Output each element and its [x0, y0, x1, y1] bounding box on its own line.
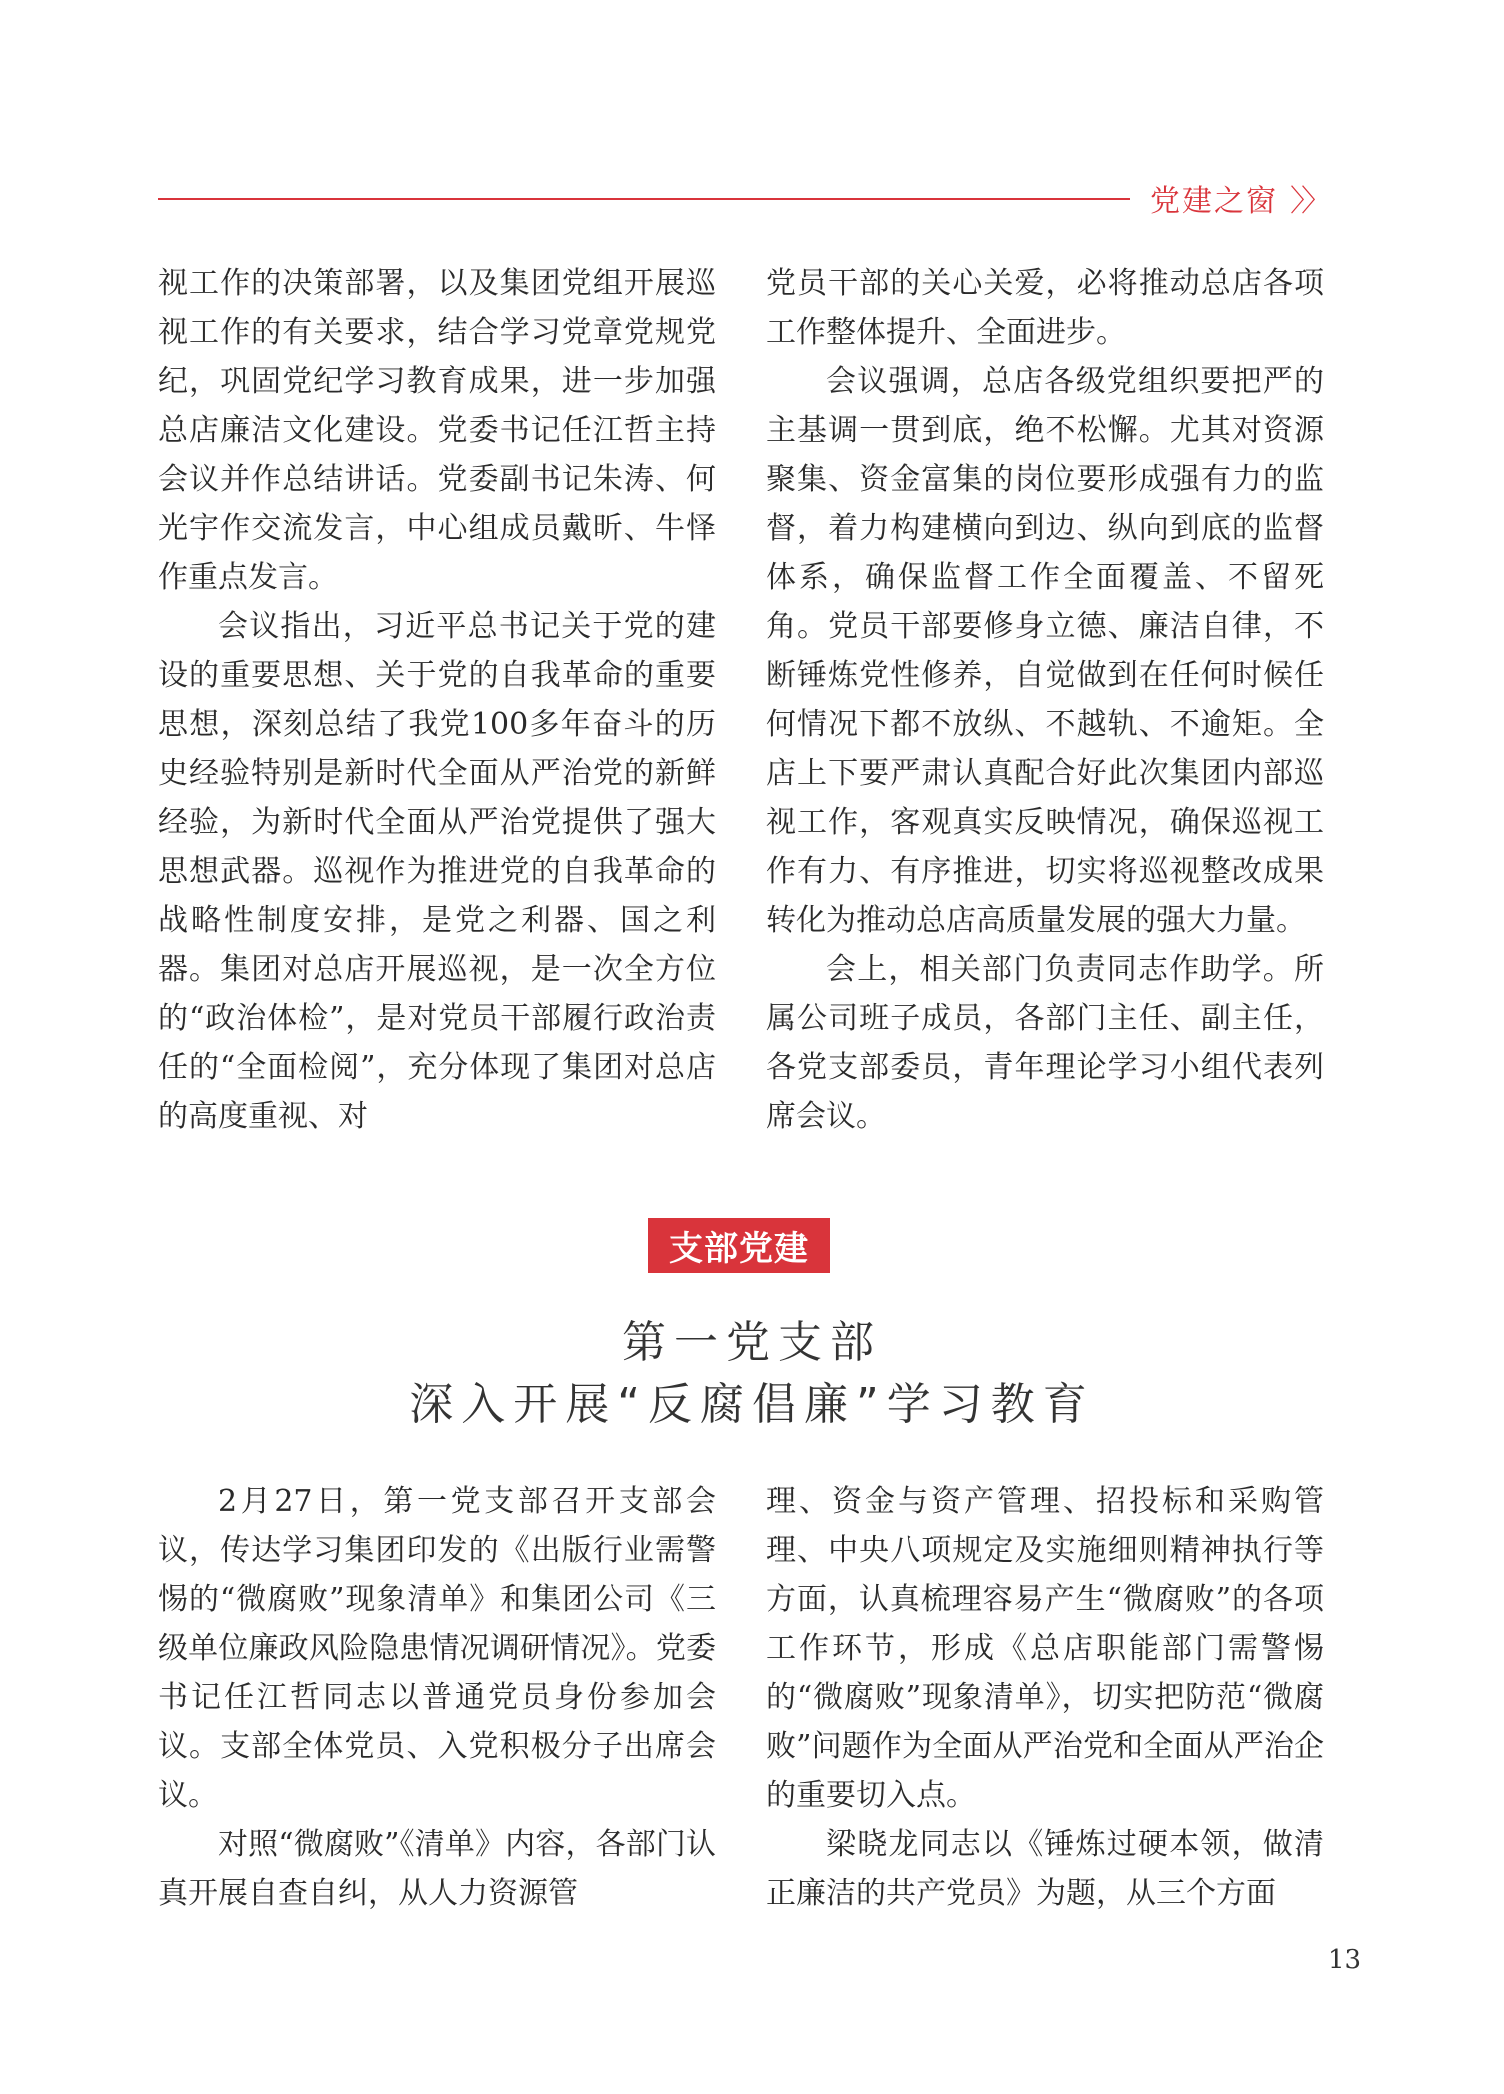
- paragraph: 党员干部的关心关爱，必将推动总店各项工作整体提升、全面进步。: [766, 266, 1324, 350]
- paragraph: 会上，相关部门负责同志作助学。所属公司班子成员，各部门主任、副主任，各党支部委员，青年理论学习小组代表列席会议。: [766, 952, 1324, 1134]
- paragraph: 理、资金与资产管理、招投标和采购管理、中央八项规定及实施细则精神执行等方面，认真梳理容易产生“微腐败”的各项工作环节，形成《总店职能部门需警惕的“微腐败”现象清单》，切实把防范“微腐败”问题作为全面从严治党和全面从严治企的重要切入点。: [766, 1484, 1324, 1813]
- article-title-line-2: 深入开展“反腐倡廉”学习教育: [409, 1379, 1095, 1430]
- section-title: 党建之窗: [1150, 184, 1278, 219]
- page-number: 13: [1328, 1945, 1362, 1975]
- top-article-right-column: [766, 259, 1324, 1141]
- article-title-line-1: 第一党支部: [622, 1317, 882, 1368]
- paragraph: 视工作的决策部署，以及集团党组开展巡视工作的有关要求，结合学习党章党规党纪，巩固党纪学习教育成果，进一步加强总店廉洁文化建设。党委书记任江哲主持会议并作总结讲话。党委副书记朱涛、何光宇作交流发言，中心组成员戴昕、牛怿作重点发言。: [158, 266, 716, 595]
- paragraph: 2月27日，第一党支部召开支部会议，传达学习集团印发的《出版行业需警惕的“微腐败”现象清单》和集团公司《三级单位廉政风险隐患情况调研情况》。党委书记任江哲同志以普通党员身份参加会议。支部全体党员、入党积极分子出席会议。: [158, 1484, 716, 1813]
- paragraph: 会议指出，习近平总书记关于党的建设的重要思想、关于党的自我革命的重要思想，深刻总结了我党100多年奋斗的历史经验特别是新时代全面从严治党的新鲜经验，为新时代全面从严治党提供了强大思想武器。巡视作为推进党的自我革命的战略性制度安排，是党之利器、国之利器。集团对总店开展巡视，是一次全方位的“政治体检”，是对党员干部履行政治责任的“全面检阅”，充分体现了集团对总店的高度重视、对: [158, 609, 716, 1134]
- header-rule: [158, 198, 1130, 200]
- section-header: [1150, 176, 1327, 220]
- paragraph: 对照“微腐败”《清单》内容，各部门认真开展自查自纠，从人力资源管: [158, 1827, 716, 1911]
- article-left-column: [158, 1477, 716, 1918]
- top-article-left-column: [158, 259, 716, 1141]
- paragraph: 梁晓龙同志以《锤炼过硬本领，做清正廉洁的共产党员》为题，从三个方面: [766, 1827, 1324, 1911]
- paragraph: 会议强调，总店各级党组织要把严的主基调一贯到底，绝不松懈。尤其对资源聚集、资金富集的岗位要形成强有力的监督，着力构建横向到边、纵向到底的监督体系，确保监督工作全面覆盖、不留死角。党员干部要修身立德、廉洁自律，不断锤炼党性修养，自觉做到在任何时候任何情况下都不放纵、不越轨、不逾矩。全店上下要严肃认真配合好此次集团内部巡视工作，客观真实反映情况，确保巡视工作有力、有序推进，切实将巡视整改成果转化为推动总店高质量发展的强大力量。: [766, 364, 1324, 938]
- article-right-column: [766, 1477, 1324, 1918]
- section-badge: 支部党建: [648, 1218, 830, 1273]
- double-chevron-right-icon: 〉〉: [1290, 184, 1327, 219]
